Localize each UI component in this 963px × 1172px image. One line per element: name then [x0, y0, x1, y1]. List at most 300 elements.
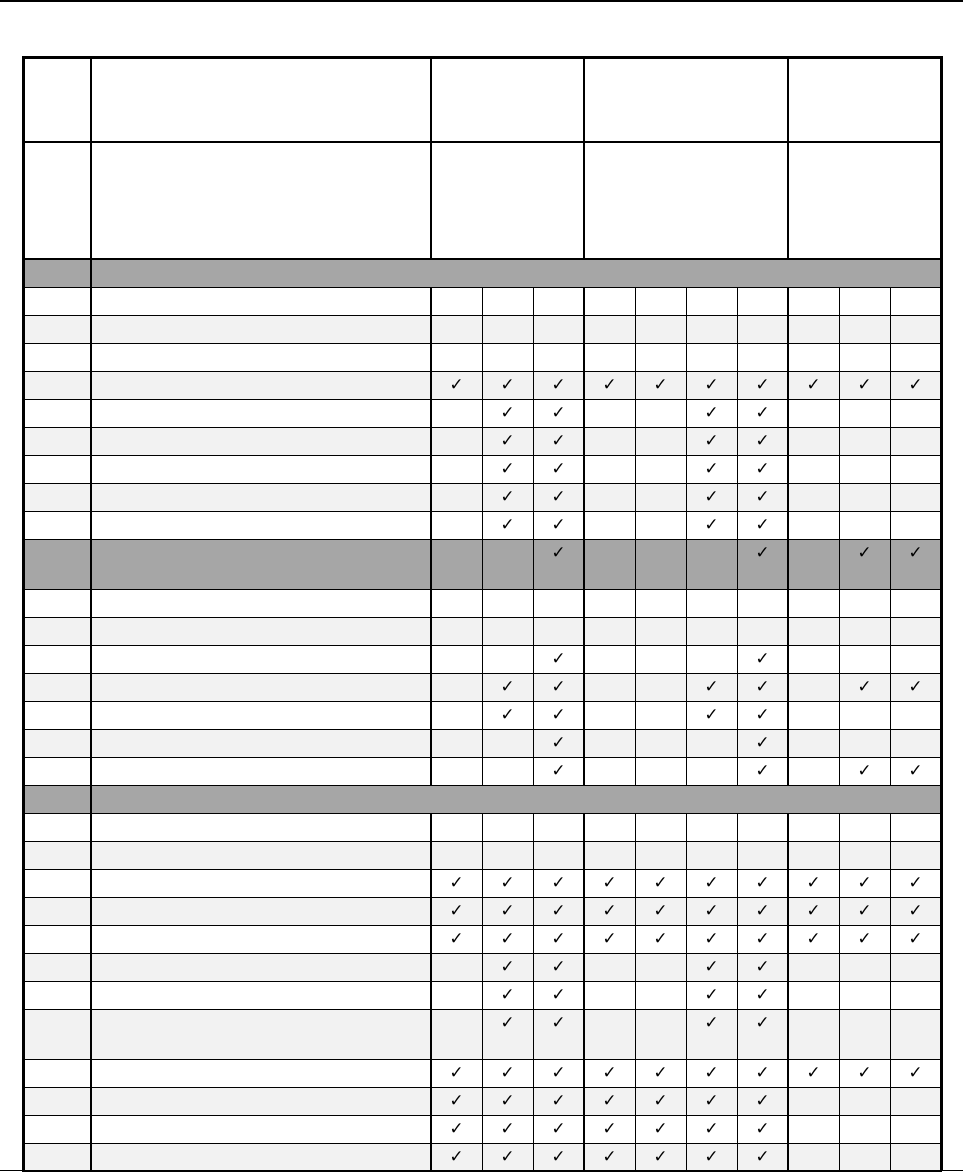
checkmark-icon: ✓	[704, 430, 719, 451]
check-column-rule	[839, 617, 840, 645]
check-column-rule	[635, 841, 636, 869]
checkmark-icon: ✓	[551, 374, 566, 395]
checkmark-icon: ✓	[704, 900, 719, 921]
check-column-rule	[686, 757, 687, 785]
check-column-rule	[737, 673, 738, 701]
check-column-rule	[890, 1009, 891, 1059]
row-label-cell	[91, 1087, 431, 1115]
check-column-rule	[737, 729, 738, 757]
check-column-rule	[533, 701, 534, 729]
checkmark-icon: ✓	[908, 872, 923, 893]
check-column-rule	[890, 673, 891, 701]
checkmark-icon: ✓	[755, 928, 770, 949]
checkmark-icon: ✓	[653, 1118, 668, 1139]
check-column-rule	[839, 399, 840, 427]
check-column-rule	[890, 925, 891, 953]
checkmark-icon: ✓	[551, 704, 566, 725]
checkmark-icon: ✓	[602, 374, 617, 395]
checkmark-icon: ✓	[500, 872, 515, 893]
check-column-rule	[635, 729, 636, 757]
check-column-rule	[482, 1059, 483, 1087]
checkmark-icon: ✓	[500, 1012, 515, 1033]
check-column-rule	[686, 729, 687, 757]
check-column-rule	[533, 1115, 534, 1143]
check-column-rule	[482, 399, 483, 427]
checkmark-icon: ✓	[755, 1012, 770, 1033]
checkmark-icon: ✓	[857, 374, 872, 395]
check-column-rule	[533, 1143, 534, 1171]
checkmark-icon: ✓	[908, 928, 923, 949]
table-right-border	[940, 56, 943, 1171]
check-column-rule	[839, 925, 840, 953]
checkmark-icon: ✓	[449, 374, 464, 395]
check-column-rule	[890, 427, 891, 455]
checkmark-icon: ✓	[449, 928, 464, 949]
checkmark-icon: ✓	[653, 928, 668, 949]
check-column-rule	[482, 897, 483, 925]
checkmark-icon: ✓	[755, 430, 770, 451]
checkmark-icon: ✓	[857, 872, 872, 893]
row-number-cell	[22, 511, 91, 539]
check-column-rule	[533, 455, 534, 483]
check-column-rule	[737, 1115, 738, 1143]
check-column-rule	[737, 1087, 738, 1115]
row-number-cell	[22, 897, 91, 925]
row-label-cell	[91, 925, 431, 953]
checkmark-icon: ✓	[908, 374, 923, 395]
checkmark-icon: ✓	[449, 1118, 464, 1139]
checkmark-icon: ✓	[806, 928, 821, 949]
row-number-cell	[22, 259, 91, 287]
check-column-rule	[533, 981, 534, 1009]
check-column-rule	[635, 1059, 636, 1087]
check-column-rule	[482, 1115, 483, 1143]
checkmark-icon: ✓	[704, 1118, 719, 1139]
subheader-group-1-cell	[431, 142, 584, 259]
check-column-rule	[533, 371, 534, 399]
checkmark-icon: ✓	[857, 900, 872, 921]
checkmark-icon: ✓	[500, 458, 515, 479]
check-column-rule	[890, 287, 891, 315]
row-number-cell	[22, 841, 91, 869]
subheader-group-3-cell	[788, 142, 941, 259]
row-number-cell	[22, 981, 91, 1009]
check-column-rule	[533, 315, 534, 343]
checkmark-icon: ✓	[704, 956, 719, 977]
check-column-rule	[482, 427, 483, 455]
subheader-group-2-cell	[584, 142, 788, 259]
check-column-rule	[737, 315, 738, 343]
checkmark-icon: ✓	[755, 760, 770, 781]
check-column-rule	[686, 399, 687, 427]
checkmark-icon: ✓	[806, 872, 821, 893]
row-number-cell	[22, 455, 91, 483]
check-column-rule	[737, 841, 738, 869]
checkmark-icon: ✓	[500, 514, 515, 535]
check-column-rule	[635, 1009, 636, 1059]
check-column-rule	[890, 841, 891, 869]
checkmark-icon: ✓	[551, 1062, 566, 1083]
row-label-cell	[91, 897, 431, 925]
check-column-rule	[533, 645, 534, 673]
checkmark-icon: ✓	[755, 732, 770, 753]
check-column-rule	[533, 343, 534, 371]
row-number-cell	[22, 483, 91, 511]
checkmark-icon: ✓	[551, 402, 566, 423]
check-column-rule	[839, 869, 840, 897]
row-label-cell	[91, 1115, 431, 1143]
checkmark-icon: ✓	[704, 984, 719, 1005]
row-label-cell	[91, 673, 431, 701]
check-column-rule	[686, 841, 687, 869]
checkmark-icon: ✓	[551, 928, 566, 949]
check-column-rule	[686, 511, 687, 539]
subheader-description-cell	[91, 142, 431, 259]
row-label-cell	[91, 701, 431, 729]
check-column-rule	[839, 511, 840, 539]
row-label-cell	[91, 757, 431, 785]
check-column-rule	[533, 953, 534, 981]
check-column-rule	[635, 343, 636, 371]
check-column-rule	[686, 455, 687, 483]
checkmark-icon: ✓	[908, 542, 923, 563]
check-column-rule	[635, 925, 636, 953]
check-column-rule	[686, 673, 687, 701]
check-column-rule	[890, 371, 891, 399]
row-label-cell	[91, 483, 431, 511]
check-column-rule	[890, 813, 891, 841]
check-column-rule	[890, 343, 891, 371]
check-column-rule	[839, 427, 840, 455]
checkmark-icon: ✓	[755, 1146, 770, 1167]
checkmark-icon: ✓	[449, 1146, 464, 1167]
check-column-rule	[482, 757, 483, 785]
check-column-rule	[890, 701, 891, 729]
check-column-rule	[839, 287, 840, 315]
check-column-rule	[635, 757, 636, 785]
check-column-rule	[686, 427, 687, 455]
checkmark-icon: ✓	[857, 1062, 872, 1083]
row-label-cell	[91, 1009, 431, 1059]
check-column-rule	[533, 1009, 534, 1059]
check-column-rule	[839, 343, 840, 371]
check-column-rule	[890, 589, 891, 617]
checkmark-icon: ✓	[500, 402, 515, 423]
header-number-cell	[22, 56, 91, 142]
row-number-cell	[22, 813, 91, 841]
checkmark-icon: ✓	[653, 374, 668, 395]
check-column-rule	[686, 287, 687, 315]
checkmark-icon: ✓	[449, 1062, 464, 1083]
check-column-rule	[635, 371, 636, 399]
row-label-cell	[91, 645, 431, 673]
row-label-cell	[91, 841, 431, 869]
check-column-rule	[533, 617, 534, 645]
checkmark-icon: ✓	[755, 542, 770, 563]
row-label-cell	[91, 287, 431, 315]
checkmark-icon: ✓	[449, 1090, 464, 1111]
check-column-rule	[890, 897, 891, 925]
row-number-cell	[22, 673, 91, 701]
checkmark-icon: ✓	[704, 1090, 719, 1111]
check-column-rule	[533, 1087, 534, 1115]
row-number-cell	[22, 1087, 91, 1115]
checkmark-icon: ✓	[551, 1090, 566, 1111]
checkmark-icon: ✓	[500, 1146, 515, 1167]
checkmark-icon: ✓	[551, 542, 566, 563]
row-label-cell	[91, 981, 431, 1009]
check-column-rule	[482, 869, 483, 897]
section-band	[92, 786, 939, 813]
row-number-cell	[22, 589, 91, 617]
check-column-rule	[737, 455, 738, 483]
check-column-rule	[839, 589, 840, 617]
checkmark-icon: ✓	[755, 458, 770, 479]
checkmark-icon: ✓	[755, 704, 770, 725]
check-column-rule	[635, 813, 636, 841]
check-column-rule	[839, 645, 840, 673]
checkmark-icon: ✓	[755, 1090, 770, 1111]
row-label-cell	[91, 371, 431, 399]
check-column-rule	[533, 427, 534, 455]
check-column-rule	[533, 399, 534, 427]
checkmark-icon: ✓	[806, 1062, 821, 1083]
check-column-rule	[890, 1059, 891, 1087]
check-column-rule	[737, 511, 738, 539]
check-column-rule	[635, 645, 636, 673]
checkmark-icon: ✓	[551, 514, 566, 535]
check-column-rule	[890, 511, 891, 539]
check-column-rule	[890, 617, 891, 645]
check-column-rule	[737, 869, 738, 897]
group-column-rule	[583, 56, 585, 1171]
checkmark-icon: ✓	[602, 900, 617, 921]
checkmark-icon: ✓	[551, 486, 566, 507]
check-column-rule	[635, 953, 636, 981]
check-column-rule	[635, 287, 636, 315]
checkmark-icon: ✓	[500, 430, 515, 451]
check-column-rule	[890, 539, 891, 589]
header-group-2-cell	[584, 56, 788, 142]
checkmark-icon: ✓	[653, 1062, 668, 1083]
check-column-rule	[839, 1143, 840, 1171]
section-band	[92, 260, 939, 287]
check-column-rule	[533, 729, 534, 757]
row-label-cell	[91, 315, 431, 343]
checkmark-icon: ✓	[551, 458, 566, 479]
check-column-rule	[635, 701, 636, 729]
checkmark-icon: ✓	[755, 374, 770, 395]
check-column-rule	[482, 701, 483, 729]
check-column-rule	[686, 483, 687, 511]
checkmark-icon: ✓	[551, 1118, 566, 1139]
check-column-rule	[737, 589, 738, 617]
checkmark-icon: ✓	[500, 1090, 515, 1111]
checkmark-icon: ✓	[653, 872, 668, 893]
check-column-rule	[686, 539, 687, 589]
checkmark-icon: ✓	[551, 648, 566, 669]
checkmark-icon: ✓	[857, 928, 872, 949]
checkmark-icon: ✓	[755, 486, 770, 507]
row-label-cell	[91, 1143, 431, 1171]
checkmark-icon: ✓	[500, 676, 515, 697]
check-column-rule	[737, 399, 738, 427]
checkmark-icon: ✓	[500, 984, 515, 1005]
row-number-cell	[22, 399, 91, 427]
checkmark-icon: ✓	[806, 900, 821, 921]
checkmark-icon: ✓	[755, 402, 770, 423]
check-column-rule	[482, 617, 483, 645]
check-column-rule	[686, 343, 687, 371]
check-column-rule	[737, 343, 738, 371]
check-column-rule	[890, 729, 891, 757]
check-column-rule	[839, 729, 840, 757]
checkmark-icon: ✓	[704, 402, 719, 423]
check-column-rule	[635, 869, 636, 897]
row-number-cell	[22, 1059, 91, 1087]
check-column-rule	[686, 897, 687, 925]
checkmark-icon: ✓	[908, 760, 923, 781]
row-label-cell	[91, 427, 431, 455]
check-column-rule	[737, 953, 738, 981]
check-column-rule	[839, 455, 840, 483]
check-column-rule	[890, 1115, 891, 1143]
checkmark-icon: ✓	[755, 514, 770, 535]
checkmark-icon: ✓	[704, 514, 719, 535]
check-column-rule	[839, 315, 840, 343]
check-column-rule	[482, 343, 483, 371]
checkmark-icon: ✓	[500, 1118, 515, 1139]
row-label-cell	[91, 399, 431, 427]
row-label-cell	[91, 511, 431, 539]
checkmark-icon: ✓	[653, 1090, 668, 1111]
row-number-cell	[22, 757, 91, 785]
check-column-rule	[686, 981, 687, 1009]
check-column-rule	[533, 757, 534, 785]
check-column-rule	[839, 897, 840, 925]
check-column-rule	[635, 427, 636, 455]
check-column-rule	[533, 511, 534, 539]
checkmark-icon: ✓	[755, 648, 770, 669]
check-column-rule	[686, 371, 687, 399]
check-column-rule	[839, 1115, 840, 1143]
check-column-rule	[890, 483, 891, 511]
check-column-rule	[635, 673, 636, 701]
row-number-cell	[22, 701, 91, 729]
table-top-border	[22, 56, 942, 59]
check-column-rule	[635, 589, 636, 617]
check-column-rule	[686, 1115, 687, 1143]
check-column-rule	[482, 455, 483, 483]
check-column-rule	[482, 589, 483, 617]
row-number-cell	[22, 925, 91, 953]
row-label-cell	[91, 1059, 431, 1087]
check-column-rule	[533, 897, 534, 925]
check-column-rule	[635, 455, 636, 483]
check-column-rule	[890, 757, 891, 785]
group-column-rule	[787, 56, 789, 1171]
checkmark-icon: ✓	[704, 458, 719, 479]
checkmark-icon: ✓	[704, 374, 719, 395]
check-column-rule	[737, 287, 738, 315]
checkmark-icon: ✓	[704, 872, 719, 893]
checkmark-icon: ✓	[500, 900, 515, 921]
table-left-border	[22, 56, 25, 1171]
check-column-rule	[482, 287, 483, 315]
checkmark-icon: ✓	[551, 1146, 566, 1167]
check-column-rule	[686, 589, 687, 617]
checkmark-icon: ✓	[755, 900, 770, 921]
checkmark-icon: ✓	[857, 542, 872, 563]
check-column-rule	[533, 287, 534, 315]
check-column-rule	[482, 925, 483, 953]
check-column-rule	[890, 315, 891, 343]
checkmark-icon: ✓	[755, 956, 770, 977]
row-number-cell	[22, 539, 91, 589]
check-column-rule	[839, 371, 840, 399]
checkmark-icon: ✓	[704, 704, 719, 725]
row-number-cell	[22, 427, 91, 455]
check-column-rule	[890, 645, 891, 673]
check-column-rule	[635, 315, 636, 343]
checkmark-icon: ✓	[551, 732, 566, 753]
checkmark-icon: ✓	[857, 676, 872, 697]
check-column-rule	[890, 1087, 891, 1115]
check-column-rule	[890, 1143, 891, 1171]
checkmark-icon: ✓	[857, 760, 872, 781]
checkmark-icon: ✓	[449, 900, 464, 921]
checkmark-icon: ✓	[500, 956, 515, 977]
check-column-rule	[737, 925, 738, 953]
check-column-rule	[635, 1115, 636, 1143]
check-column-rule	[482, 1087, 483, 1115]
check-column-rule	[635, 539, 636, 589]
check-column-rule	[635, 399, 636, 427]
check-column-rule	[482, 673, 483, 701]
checkmark-icon: ✓	[704, 928, 719, 949]
checkmark-icon: ✓	[500, 486, 515, 507]
check-column-rule	[635, 483, 636, 511]
check-column-rule	[839, 813, 840, 841]
checkmark-icon: ✓	[551, 900, 566, 921]
check-column-rule	[686, 617, 687, 645]
checkmark-icon: ✓	[602, 872, 617, 893]
check-column-rule	[533, 925, 534, 953]
check-column-rule	[839, 981, 840, 1009]
check-column-rule	[686, 315, 687, 343]
checkmark-icon: ✓	[551, 430, 566, 451]
checkmark-icon: ✓	[908, 900, 923, 921]
row-label-cell	[91, 343, 431, 371]
check-column-rule	[635, 897, 636, 925]
row-label-cell	[91, 953, 431, 981]
check-column-rule	[737, 757, 738, 785]
check-column-rule	[890, 399, 891, 427]
check-column-rule	[737, 1059, 738, 1087]
check-column-rule	[737, 617, 738, 645]
row-label-cell	[91, 813, 431, 841]
check-column-rule	[533, 813, 534, 841]
checkmark-icon: ✓	[653, 1146, 668, 1167]
checkmark-icon: ✓	[500, 928, 515, 949]
header-divider	[22, 141, 941, 143]
check-column-rule	[482, 539, 483, 589]
check-column-rule	[686, 1009, 687, 1059]
row-number-cell	[22, 343, 91, 371]
check-column-rule	[839, 483, 840, 511]
check-column-rule	[839, 673, 840, 701]
check-column-rule	[482, 511, 483, 539]
